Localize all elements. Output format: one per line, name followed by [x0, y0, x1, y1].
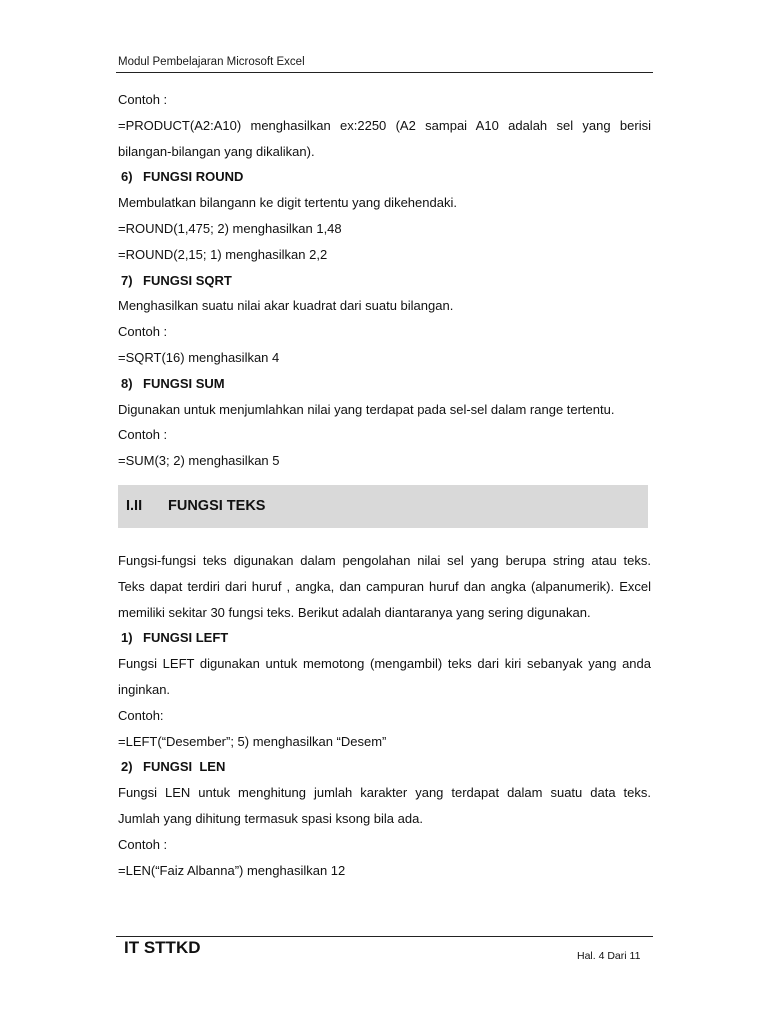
- section-heading-box: [118, 485, 648, 528]
- page-number: Hal. 4 Dari 11: [577, 950, 641, 962]
- heading-sqrt-number: 7): [121, 272, 133, 288]
- round-example-2: =ROUND(2,15; 1) menghasilkan 2,2: [118, 246, 328, 262]
- heading-left-number: 1): [121, 630, 133, 646]
- sum-description: Digunakan untuk menjumlahkan nilai yang terdapat pada sel-sel dalam range tertentu.: [118, 401, 615, 417]
- round-example-1: =ROUND(1,475; 2) menghasilkan 1,48: [118, 220, 342, 236]
- sqrt-example: =SQRT(16) menghasilkan 4: [118, 349, 280, 365]
- page-content: [118, 87, 651, 883]
- sum-contoh-label: Contoh :: [118, 427, 168, 443]
- heading-sum: [118, 371, 651, 397]
- heading-round: [118, 164, 651, 190]
- left-contoh-label: Contoh:: [118, 707, 164, 723]
- len-contoh-label: Contoh :: [118, 836, 168, 852]
- product-example: =PRODUCT(A2:A10) menghasilkan ex:2250 (A2 sampai A10 adalah sel yang berisi: [118, 117, 651, 133]
- heading-sum-title: FUNGSI SUM: [143, 375, 225, 391]
- len-example: =LEN(“Faiz Albanna”) menghasilkan 12: [118, 862, 346, 878]
- teks-intro-3: memiliki sekitar 30 fungsi teks. Berikut adalah diantaranya yang sering digunakan.: [118, 604, 591, 620]
- heading-sqrt: [118, 268, 651, 294]
- heading-len-number: 2): [121, 759, 133, 775]
- heading-round-number: 6): [121, 169, 133, 185]
- running-header: Modul Pembelajaran Microsoft Excel: [118, 56, 305, 68]
- sum-example: =SUM(3; 2) menghasilkan 5: [118, 453, 280, 469]
- sqrt-description: Menghasilkan suatu nilai akar kuadrat dari suatu bilangan.: [118, 298, 454, 314]
- heading-left: [118, 625, 651, 651]
- heading-len: [118, 754, 651, 780]
- heading-sum-number: 8): [121, 375, 133, 391]
- left-description: Fungsi LEFT digunakan untuk memotong (mengambil) teks dari kiri sebanyak yang anda: [118, 656, 651, 672]
- heading-round-title: FUNGSI ROUND: [143, 169, 244, 185]
- header-rule: [116, 72, 653, 73]
- section-number: I.II: [126, 498, 143, 515]
- section-title: FUNGSI TEKS: [168, 498, 266, 515]
- round-description: Membulatkan bilangann ke digit tertentu yang dikehendaki.: [118, 195, 457, 211]
- teks-intro-2: Teks dapat terdiri dari huruf , angka, dan campuran huruf dan angka (alpanumerik). Excel: [118, 578, 651, 594]
- heading-len-title: FUNGSI LEN: [143, 759, 226, 775]
- len-description-cont: Jumlah yang dihitung termasuk spasi ksong bila ada.: [118, 810, 423, 826]
- product-example-cont: bilangan-bilangan yang dikalikan).: [118, 143, 315, 159]
- footer-organization: IT STTKD: [124, 938, 201, 957]
- left-example: =LEFT(“Desember”; 5) menghasilkan “Desem”: [118, 733, 387, 749]
- heading-sqrt-title: FUNGSI SQRT: [143, 272, 232, 288]
- contoh-label: Contoh :: [118, 92, 168, 107]
- left-description-cont: inginkan.: [118, 681, 171, 697]
- sqrt-contoh-label: Contoh :: [118, 324, 168, 340]
- footer-rule: [116, 936, 653, 937]
- len-description: Fungsi LEN untuk menghitung jumlah karakter yang terdapat dalam suatu data teks.: [118, 785, 651, 801]
- teks-intro-1: Fungsi-fungsi teks digunakan dalam pengolahan nilai sel yang berupa string atau teks.: [118, 552, 651, 568]
- heading-left-title: FUNGSI LEFT: [143, 630, 229, 646]
